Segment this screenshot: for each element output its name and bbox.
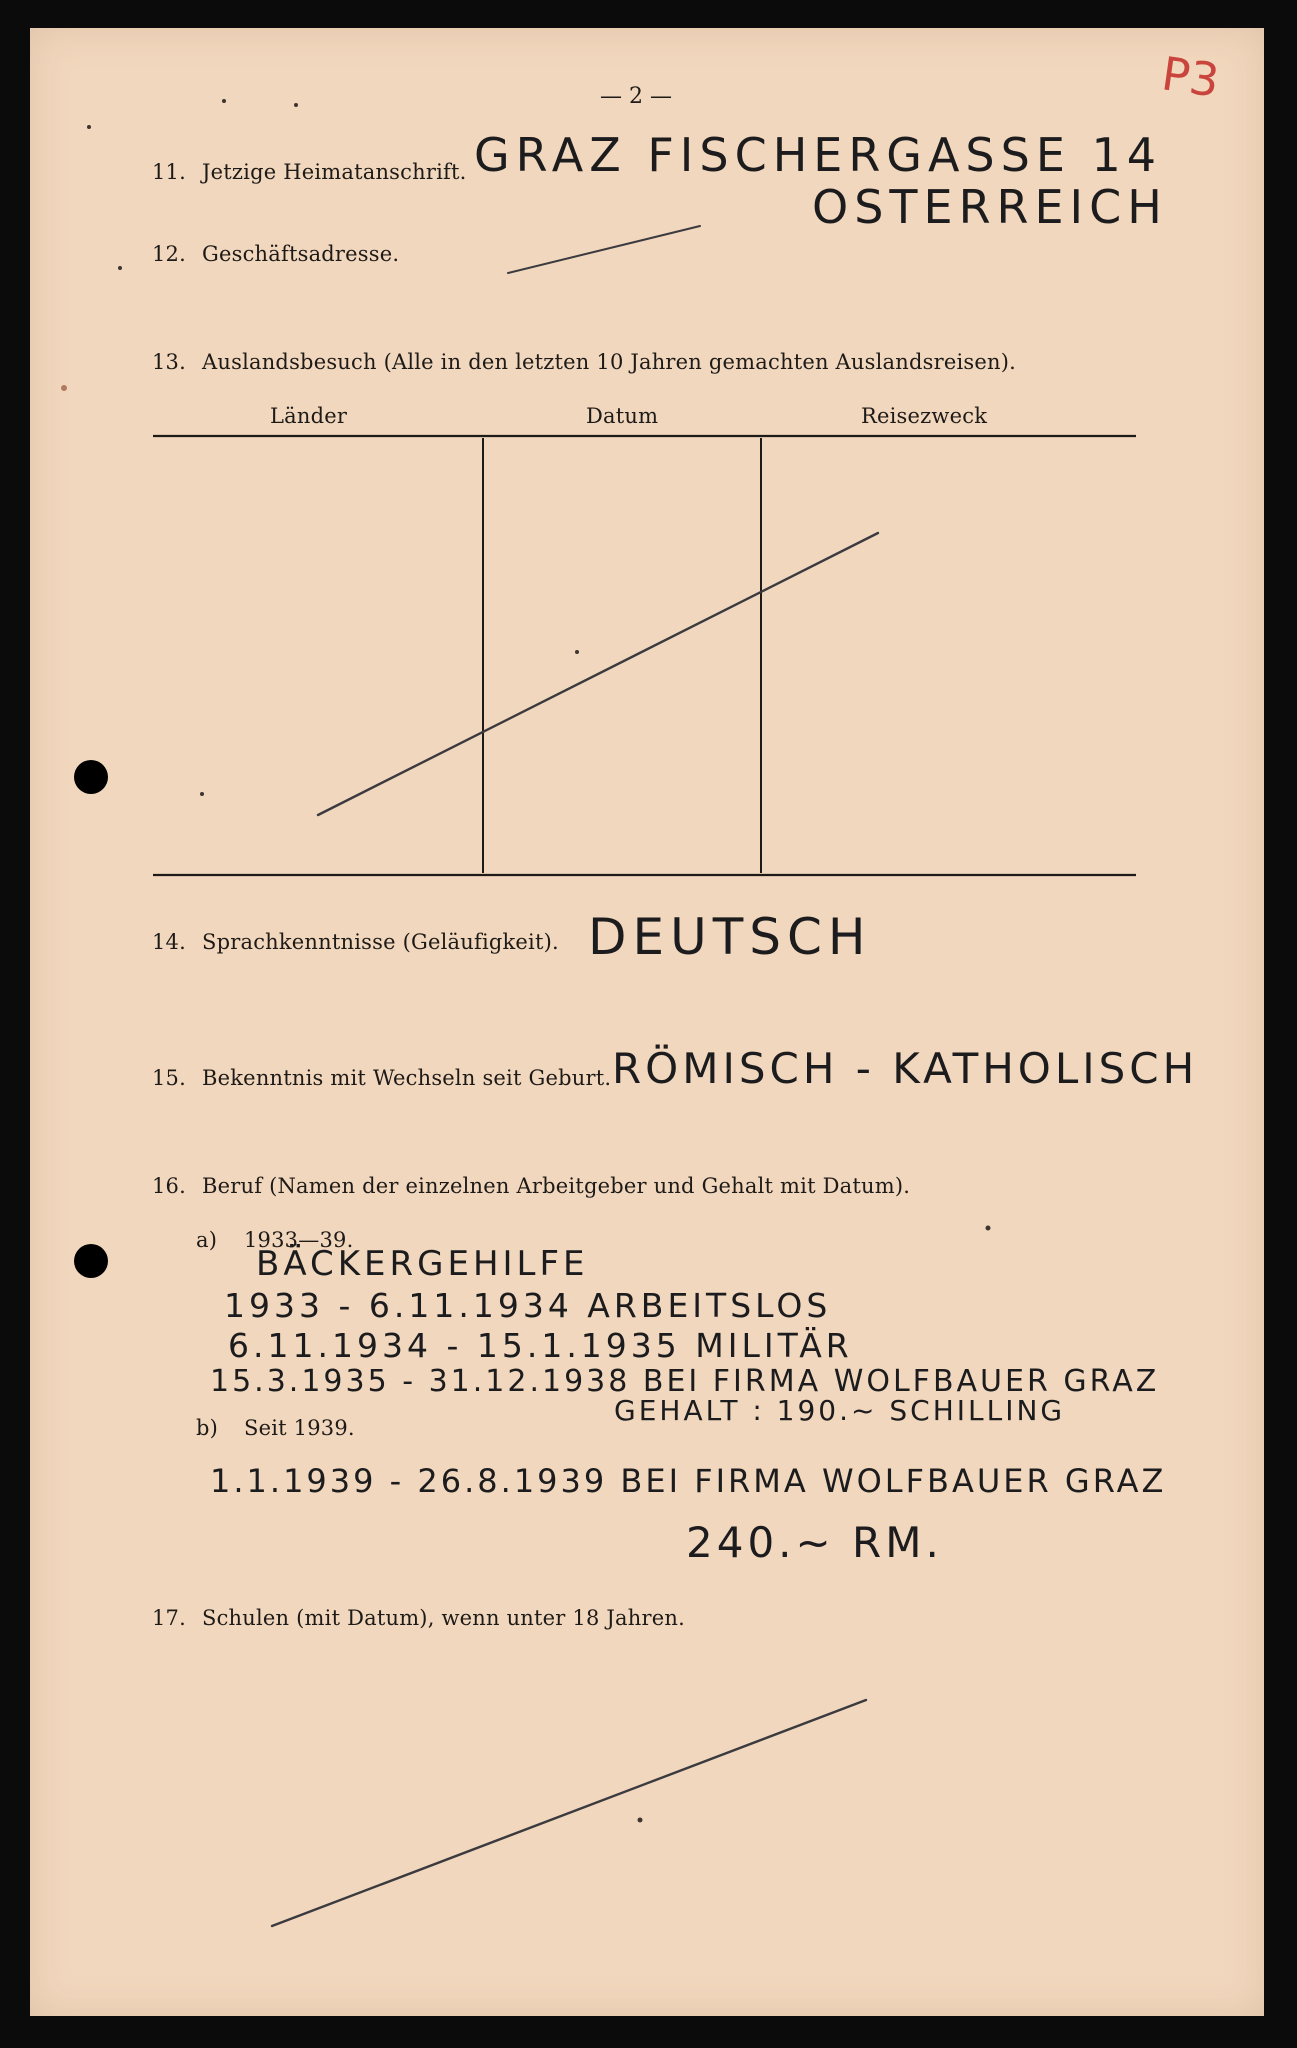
- speck: [61, 385, 67, 391]
- item-12-number: 12.: [152, 242, 186, 266]
- strike-line-item-13: [318, 533, 878, 815]
- speck: [294, 103, 298, 107]
- item-16-a-line-4: 15.3.1935 - 31.12.1938 BEI FIRMA WOLFBAUER GRAZ: [210, 1364, 1160, 1399]
- item-16-b-text: Seit 1939.: [244, 1416, 355, 1440]
- column-header-datum: Datum: [586, 404, 659, 428]
- item-16-number: 16.: [152, 1174, 186, 1198]
- item-11-answer-line1: GRAZ FISCHERGASSE 14: [474, 128, 1163, 182]
- item-16-b-line-1: 1.1.1939 - 26.8.1939 BEI FIRMA WOLFBAUER GRAZ: [210, 1462, 1167, 1500]
- item-14-label: Sprachkenntnisse (Geläufigkeit).: [202, 930, 559, 954]
- item-16-b-label: b): [196, 1416, 219, 1440]
- item-11-answer-line2: OSTERREICH: [812, 180, 1168, 234]
- column-header-reisezweck: Reisezweck: [861, 404, 988, 428]
- item-13-label: Auslandsbesuch (Alle in den letzten 10 Jahren gemachten Auslandsreisen).: [202, 350, 1016, 374]
- speck: [986, 1226, 991, 1231]
- item-15-label: Bekenntnis mit Wechseln seit Geburt.: [202, 1066, 612, 1090]
- speck: [200, 792, 204, 796]
- item-17-number: 17.: [152, 1606, 186, 1630]
- item-16-a-line-3: 6.11.1934 - 15.1.1935 MILITÄR: [228, 1326, 853, 1365]
- column-header-laender: Länder: [270, 404, 348, 428]
- speck: [222, 99, 226, 103]
- item-16-a-text: 1933—39.: [244, 1228, 354, 1252]
- item-16-a-line-1: BÄCKERGEHILFE: [256, 1244, 589, 1284]
- strike-line-item-12: [508, 226, 700, 273]
- item-14-number: 14.: [152, 930, 186, 954]
- item-16-a-line-5: GEHALT : 190.~ SCHILLING: [614, 1394, 1066, 1427]
- item-17-label: Schulen (mit Datum), wenn unter 18 Jahren.: [202, 1606, 685, 1630]
- item-12-label: Geschäftsadresse.: [202, 242, 400, 266]
- item-16-a-line-2: 1933 - 6.11.1934 ARBEITSLOS: [224, 1286, 832, 1325]
- corner-mark: P3: [1158, 46, 1223, 108]
- speck: [638, 1818, 643, 1823]
- item-15-number: 15.: [152, 1066, 186, 1090]
- item-14-answer: DEUTSCH: [588, 908, 872, 966]
- item-11-label: Jetzige Heimatanschrift.: [202, 160, 467, 184]
- item-16-a-label: a): [196, 1228, 218, 1252]
- speck: [118, 266, 122, 270]
- strike-line-item-17: [272, 1700, 866, 1926]
- item-15-answer: RÖMISCH - KATHOLISCH: [612, 1044, 1199, 1093]
- item-13-number: 13.: [152, 350, 186, 374]
- item-16-b-line-2: 240.~ RM.: [686, 1518, 943, 1567]
- page-number: — 2 —: [600, 84, 672, 109]
- speck: [87, 125, 91, 129]
- speck: [575, 650, 579, 654]
- item-11-number: 11.: [152, 160, 186, 184]
- item-16-label: Beruf (Namen der einzelnen Arbeitgeber und Gehalt mit Datum).: [202, 1174, 911, 1198]
